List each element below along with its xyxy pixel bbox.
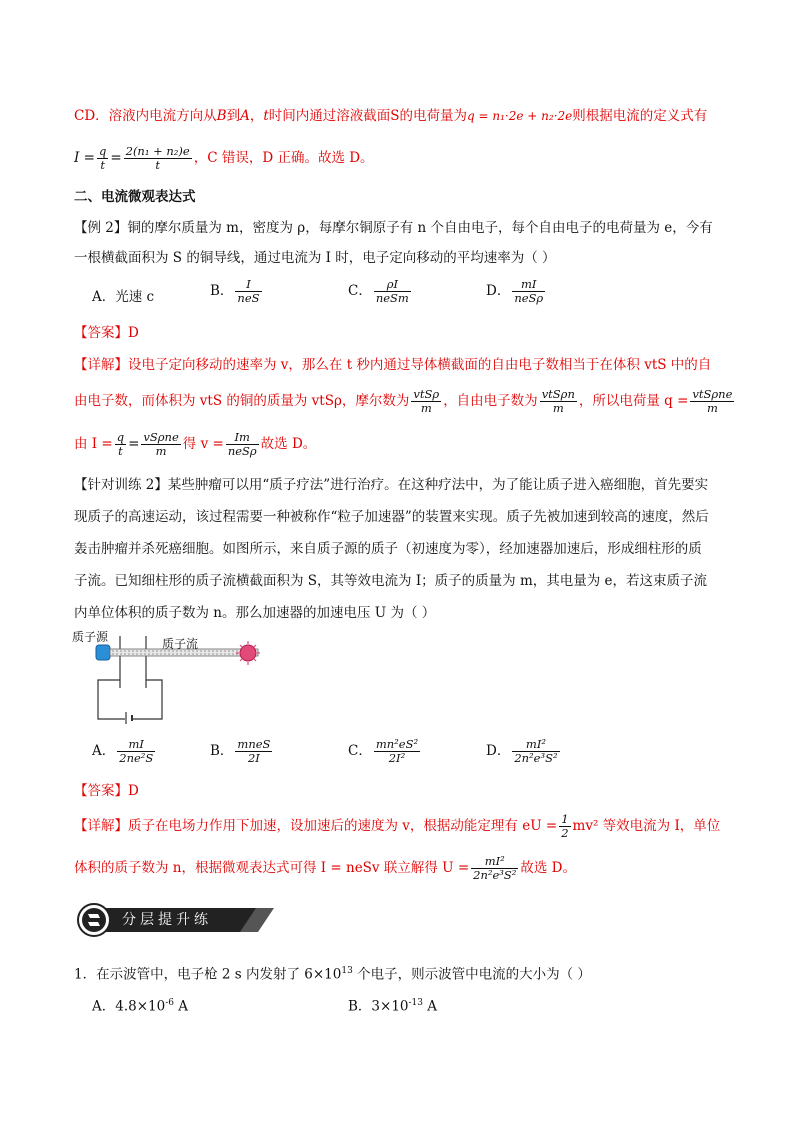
text: t — [263, 108, 269, 124]
denominator: neSm — [375, 291, 409, 305]
fraction — [124, 145, 192, 172]
denominator: 2ne²S — [119, 751, 154, 765]
detail2-line1: 【详解】设电子定向移动的速率为 v，那么在 t 秒内通过导体横截面的自由电子数相当于在体积 vtS 中的自 — [74, 357, 712, 373]
text: ，所以电荷量 q = — [578, 393, 689, 409]
detail2-line3 — [74, 426, 724, 462]
numerator: mI² — [512, 738, 559, 752]
denominator: 2n²e³S² — [473, 868, 517, 882]
option-label: D． — [486, 283, 511, 299]
text: = — [128, 436, 140, 452]
answer-label: 【答案】D — [74, 783, 139, 799]
fraction — [411, 388, 441, 415]
accelerator-diagram — [70, 628, 280, 724]
example2-line1: 【例 2】铜的摩尔质量为 m，密度为 ρ，每摩尔铜原子有 n 个自由电子，每个自由电子的电荷量为 e，今有 — [74, 220, 713, 236]
option-b — [210, 278, 264, 305]
option-label: A． — [92, 743, 116, 759]
denominator: 2n²e³S² — [514, 751, 558, 765]
text: 1．在示波管中，电子枪 2 s 内发射了 6×10 — [74, 966, 342, 983]
training2-line2: 现质子的高速运动，该过程需要一种被称作“粒子加速器”的装置来实现。质子先被加速到较高的速度，然后 — [74, 509, 709, 525]
option-a: A．光速 c — [92, 289, 155, 305]
denominator: 2I — [247, 751, 260, 765]
option-c — [348, 738, 422, 765]
numerator: vtSρne — [692, 387, 733, 401]
training2-line3: 轰击肿瘤并杀死癌细胞。如图所示，来自质子源的质子（初速度为零），经加速器加速后，形成细柱形的质 — [74, 541, 702, 557]
denominator: m — [706, 401, 718, 415]
fraction — [471, 855, 518, 882]
label-proton-stream: 质子流 — [162, 637, 199, 651]
option-label: B． — [210, 283, 234, 299]
denominator: t — [118, 444, 123, 458]
numerator: vtSρn — [541, 387, 575, 401]
fraction — [97, 145, 108, 172]
circuit-wire-left — [98, 680, 125, 719]
numerator: I — [235, 278, 261, 292]
option-label: B． — [210, 743, 234, 759]
text: 由 I = — [74, 436, 113, 452]
text: A — [240, 108, 250, 124]
text: mv² 等效电流为 I，单位 — [572, 818, 721, 834]
example2-line2: 一根横截面积为 S 的铜导线，通过电流为 I 时，电子定向移动的平均速率为（ ） — [74, 250, 556, 266]
text: 故选 D。 — [260, 436, 317, 452]
proton-source-icon — [96, 645, 110, 660]
denominator: t — [100, 158, 105, 172]
numerator: mI — [512, 278, 545, 292]
tumor-cell-icon — [240, 645, 256, 661]
fraction — [540, 388, 577, 415]
text: A — [423, 998, 438, 1015]
numerator: mneS — [237, 737, 271, 751]
text: 到 — [226, 108, 241, 124]
text: 由电子数，而体积为 vtS 的铜的质量为 vtSρ，摩尔数为 — [74, 393, 410, 409]
superscript: -6 — [165, 998, 174, 1008]
numerator: vSρne — [143, 430, 179, 444]
option-d — [486, 738, 562, 765]
denominator: 2 — [561, 826, 569, 840]
cd-explanation-line2 — [74, 140, 724, 176]
section-heading: 二、电流微观表达式 — [74, 189, 196, 205]
training2-line4: 子流。已知细柱形的质子流横截面积为 S，其等效电流为 I；质子的质量为 m，其电量为 e，若这束质子流 — [74, 573, 708, 589]
text: A．4.8×10 — [92, 998, 166, 1015]
text: 时间内通过溶液截面S的电荷量为 — [268, 108, 468, 124]
option-label: D． — [486, 743, 511, 759]
superscript: 13 — [341, 966, 353, 976]
text: ， — [249, 108, 264, 124]
option-label: C． — [348, 283, 372, 299]
detail2-line2 — [74, 383, 733, 419]
fraction — [559, 813, 570, 840]
training2-line1: 【针对训练 2】某些肿瘤可以用“质子疗法”进行治疗。在这种疗法中，为了能让质子进入癌细胞，首先要实 — [74, 477, 709, 493]
fraction — [374, 278, 411, 305]
denominator: t — [155, 158, 160, 172]
denominator: neSρ — [227, 444, 257, 458]
fraction — [512, 738, 559, 765]
option-a — [92, 992, 188, 1018]
option-b — [348, 992, 437, 1018]
numerator: 1 — [561, 812, 569, 826]
training2-line5: 内单位体积的质子数为 n。那么加速器的加速电压 U 为（ ） — [74, 605, 436, 621]
circuit-wire-right — [133, 680, 162, 719]
fraction — [690, 388, 734, 415]
denominator: neS — [237, 291, 260, 305]
denominator: m — [420, 401, 432, 415]
detail3-line2 — [74, 850, 724, 886]
option-label: C． — [348, 743, 372, 759]
text: 体积的质子数为 n，根据微观表达式可得 I = neSv 联立解得 U = — [74, 860, 470, 876]
fraction — [117, 738, 155, 765]
text: ，C 错误，D 正确。故选 D。 — [193, 150, 374, 166]
numerator: q — [98, 144, 107, 158]
fraction — [226, 431, 259, 458]
denominator: m — [552, 401, 564, 415]
formula: I = — [74, 150, 95, 166]
text: A — [174, 998, 189, 1015]
text: 则根据电流的定义式有 — [572, 108, 708, 124]
option-b — [210, 738, 274, 765]
fraction — [115, 431, 126, 458]
numerator: vtSρ — [413, 387, 440, 401]
option-d — [486, 278, 547, 305]
fraction — [235, 738, 272, 765]
detail3-line1 — [74, 808, 724, 844]
text: ，自由电子数为 — [443, 393, 538, 409]
superscript: -13 — [408, 998, 423, 1008]
formula: q = n₁·2e + n₂·2e — [467, 109, 573, 123]
text: 个电子，则示波管中电流的大小为（ ） — [352, 966, 591, 983]
text: B — [216, 108, 227, 124]
numerator: mI² — [471, 855, 518, 869]
fraction — [235, 278, 261, 305]
text: 故选 D。 — [520, 860, 576, 876]
denominator: m — [155, 444, 167, 458]
denominator: neSρ — [514, 291, 544, 305]
answer-label: 【答案】D — [74, 325, 139, 341]
cd-explanation-line1 — [74, 103, 724, 129]
fraction — [512, 278, 545, 305]
text: = — [110, 150, 122, 166]
text: CD．溶液内电流方向从 — [74, 108, 217, 124]
numerator: Im — [226, 431, 259, 445]
option-a — [92, 738, 157, 765]
option-c — [348, 278, 413, 305]
fraction — [141, 431, 180, 458]
denominator: 2I² — [388, 751, 406, 765]
numerator: ρI — [374, 278, 411, 292]
numerator: q — [116, 430, 125, 444]
fraction — [374, 738, 420, 765]
section-band — [74, 902, 274, 938]
numerator: mI — [117, 738, 155, 752]
text: B．3×10 — [348, 998, 409, 1015]
section-band-title: 分层提升练 — [122, 912, 212, 928]
text: 【详解】质子在电场力作用下加速，设加速后的速度为 v，根据动能定理有 eU = — [74, 818, 558, 834]
label-proton-source: 质子源 — [72, 630, 109, 644]
numerator: 2(n₁ + n₂)e — [125, 144, 190, 158]
text: 得 v = — [182, 436, 224, 452]
numerator: mn²eS² — [375, 737, 419, 751]
question1 — [74, 958, 724, 984]
